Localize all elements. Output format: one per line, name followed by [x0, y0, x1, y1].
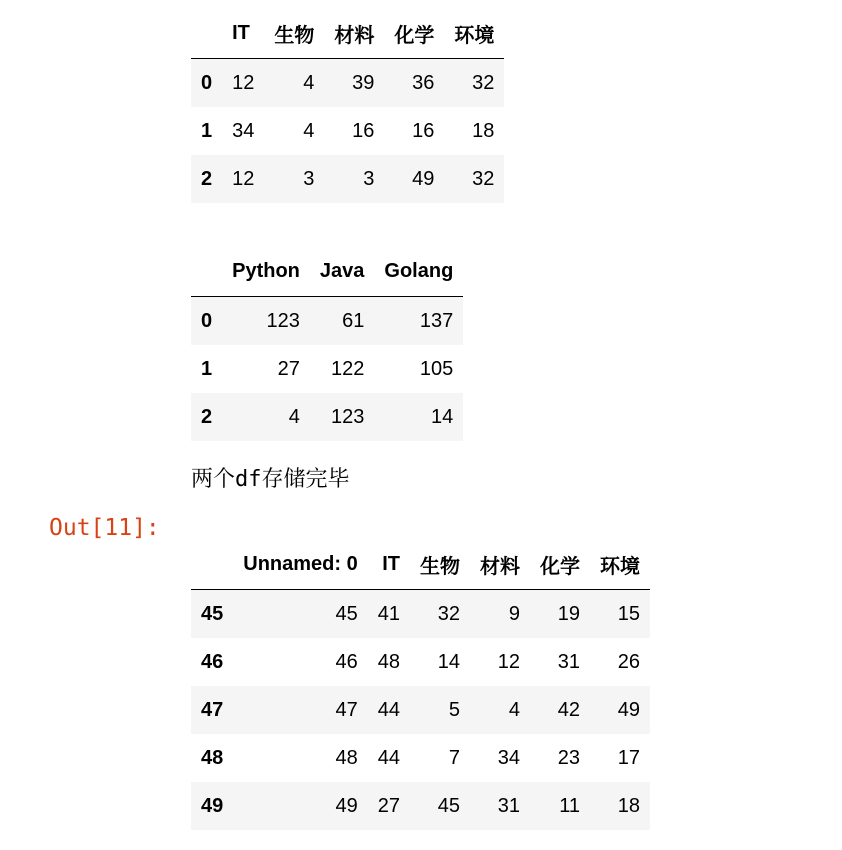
- table-row: [191, 590, 650, 639]
- table-cell: 32: [472, 71, 495, 94]
- index-header: [191, 246, 222, 297]
- table-cell: 47: [335, 698, 358, 721]
- table-header-row: [191, 246, 463, 297]
- table-cell: 44: [377, 746, 400, 769]
- table-cell: 122: [331, 357, 365, 380]
- table-cell: 39: [352, 71, 375, 94]
- table-cell: 48: [335, 746, 358, 769]
- index-header: [191, 539, 233, 590]
- table-row: [191, 107, 504, 155]
- column-header: 化学: [394, 24, 435, 47]
- table-cell: 4: [508, 698, 520, 721]
- table-cell: 16: [352, 119, 375, 142]
- column-header: 环境: [599, 555, 640, 578]
- table-header-row: [191, 539, 650, 590]
- row-index: 45: [201, 602, 224, 625]
- table-cell: 11: [559, 794, 580, 817]
- table-cell: 4: [288, 405, 300, 428]
- table-cell: 45: [335, 602, 358, 625]
- table-cell: 32: [472, 167, 495, 190]
- table-cell: 61: [342, 309, 365, 332]
- row-index: 49: [201, 794, 224, 817]
- table-cell: 137: [419, 309, 454, 332]
- table-cell: 41: [377, 602, 400, 625]
- column-header: 材料: [479, 555, 520, 578]
- table-cell: 19: [557, 602, 580, 625]
- table-cell: 4: [303, 71, 315, 94]
- stdout-text: 两个df存储完毕: [191, 467, 350, 492]
- table-cell: 49: [412, 167, 435, 190]
- table-cell: 12: [232, 167, 255, 190]
- table-cell: 18: [617, 794, 640, 817]
- table-cell: 12: [497, 650, 520, 673]
- row-index: 2: [201, 167, 213, 190]
- table-cell: 4: [303, 119, 315, 142]
- table-cell: 18: [472, 119, 495, 142]
- table-row: [191, 345, 463, 393]
- table-cell: 16: [412, 119, 435, 142]
- table-cell: 46: [335, 650, 358, 673]
- row-index: 46: [201, 650, 224, 673]
- table-cell: 14: [437, 650, 460, 673]
- table-cell: 34: [497, 746, 520, 769]
- row-index: 2: [201, 405, 213, 428]
- column-header: 生物: [419, 555, 460, 578]
- table-cell: 36: [412, 71, 435, 94]
- table-row: [191, 734, 650, 782]
- table-cell: 23: [557, 746, 580, 769]
- column-header: Python: [232, 259, 300, 282]
- table-row: [191, 393, 463, 441]
- table-row: [191, 782, 650, 830]
- index-header: [191, 8, 222, 59]
- table-cell: 12: [232, 71, 255, 94]
- row-index: 47: [201, 698, 224, 721]
- table-row: [191, 59, 504, 108]
- table-cell: 123: [331, 405, 365, 428]
- table-cell: 44: [377, 698, 400, 721]
- table-row: [191, 297, 463, 346]
- row-index: 1: [201, 119, 213, 142]
- column-header: IT: [232, 21, 250, 44]
- column-header: Unnamed: 0: [243, 552, 358, 575]
- table-row: [191, 686, 650, 734]
- dataframe-table-2: [191, 246, 463, 441]
- table-cell: 26: [617, 650, 640, 673]
- column-header: 化学: [539, 555, 580, 578]
- table-cell: 27: [277, 357, 300, 380]
- table-cell: 32: [437, 602, 460, 625]
- table-cell: 14: [431, 405, 454, 428]
- column-header: 环境: [454, 24, 495, 47]
- table-row: [191, 155, 504, 203]
- table-cell: 27: [377, 794, 400, 817]
- table-cell: 3: [363, 167, 375, 190]
- table-cell: 17: [617, 746, 640, 769]
- dataframe-table-1: [191, 8, 504, 203]
- table-cell: 5: [448, 698, 460, 721]
- column-header: Golang: [384, 259, 454, 282]
- column-header: IT: [382, 552, 400, 575]
- table-cell: 31: [497, 794, 520, 817]
- column-header: Java: [319, 259, 365, 282]
- table-cell: 34: [232, 119, 255, 142]
- table-cell: 15: [617, 602, 640, 625]
- table-cell: 123: [266, 309, 300, 332]
- table-cell: 48: [377, 650, 400, 673]
- table-cell: 7: [448, 746, 460, 769]
- table-cell: 42: [557, 698, 580, 721]
- table-cell: 31: [557, 650, 580, 673]
- table-cell: 9: [508, 602, 520, 625]
- table-cell: 105: [419, 357, 454, 380]
- row-index: 0: [201, 309, 213, 332]
- table-cell: 49: [617, 698, 640, 721]
- column-header: 材料: [334, 24, 375, 47]
- column-header: 生物: [274, 24, 315, 47]
- row-index: 48: [201, 746, 224, 769]
- table-cell: 49: [335, 794, 358, 817]
- row-index: 0: [201, 71, 213, 94]
- row-index: 1: [201, 357, 213, 380]
- table-row: [191, 638, 650, 686]
- table-cell: 3: [303, 167, 315, 190]
- table-header-row: [191, 8, 504, 59]
- output-prompt: Out[11]:: [49, 515, 160, 541]
- table-cell: 45: [437, 794, 460, 817]
- dataframe-table-3: [191, 539, 650, 830]
